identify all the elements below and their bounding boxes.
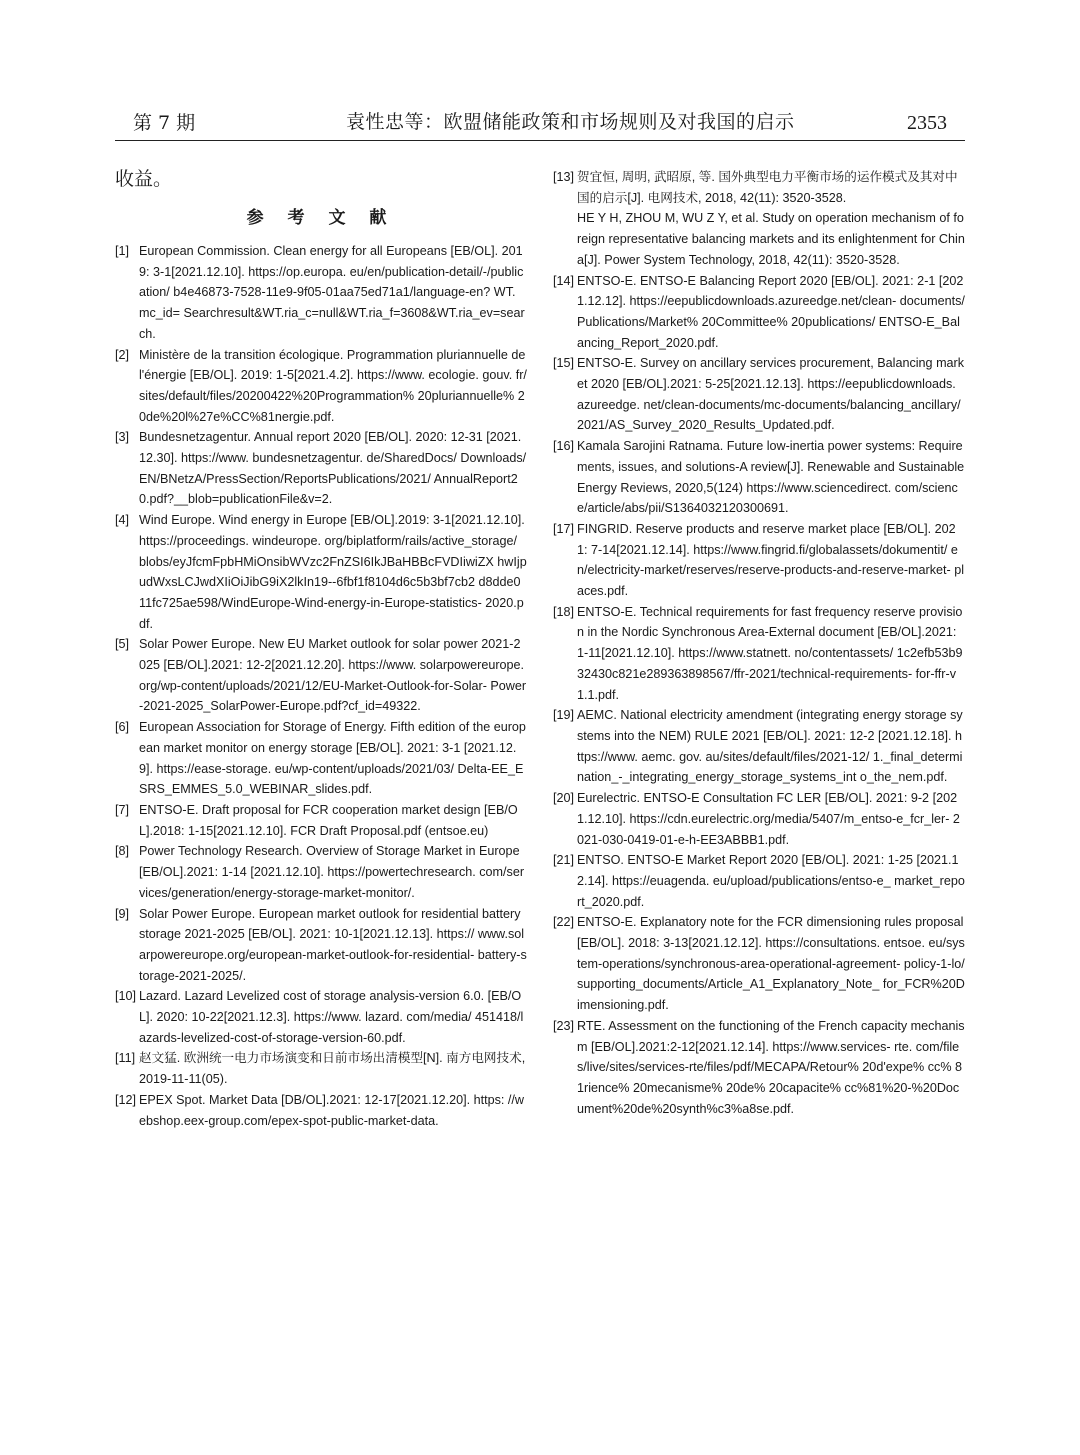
reference-text: EPEX Spot. Market Data [DB/OL].2021: 12-17[2021.12.20]. https: //webshop.eex-group.com/epex-spot-public-market-data.: [139, 1092, 525, 1128]
reference-item: [115, 427, 527, 510]
reference-text: European Commission. Clean energy for all Europeans [EB/OL]. 2019: 3-1[2021.12.10]. https://op.europa. eu/en/publication-detail/-/publication/ b4e46873-7528-11e9-9f05-01aa75ed71a1/language-en? WT. mc_id= Searchresult&WT.ria_c=null&WT.ria_f=3608&WT.ria_ev=search.: [139, 244, 525, 341]
reference-number: [23]: [553, 1018, 575, 1033]
reference-number: [20]: [553, 791, 575, 806]
reference-item: [553, 519, 965, 602]
right-column: [553, 167, 965, 1119]
reference-number: [22]: [553, 915, 575, 930]
reference-number: [17]: [553, 521, 575, 536]
reference-number: [13]: [553, 170, 575, 184]
reference-number: [5]: [115, 637, 130, 652]
reference-text: ENTSO-E. Survey on ancillary services procurement, Balancing market 2020 [EB/OL].2021: 5-25[2021.12.13]. https://eepublicdownloads. azureedge. net/clean-documents/mc-documents/balancing_ancillary/ 2021/AS_Survey_2020_Results_Updated.pdf.: [577, 356, 965, 433]
reference-text-english: HE Y H, ZHOU M, WU Z Y, et al. Study on operation mechanism of foreign representative balancing markets and its enlightenment for China[J]. Power System Technology, 2018, 42(11): 3520-3528.: [577, 211, 965, 267]
reference-text: Ministère de la transition écologique. Programmation pluriannuelle de l'énergie [EB/OL]. 2019: 1-5[2021.4.2]. https://www. ecologie. gouv. fr/sites/default/files/20200422%20Programmation% 20pluriannuelle% 20de%20l%27e%CC%81nergie.pdf.: [139, 347, 527, 424]
reference-text: 贺宜恒, 周明, 武昭原, 等. 国外典型电力平衡市场的运作模式及其对中国的启示[J]. 电网技术, 2018, 42(11): 3520-3528.: [577, 170, 958, 205]
reference-text: ENTSO-E. Technical requirements for fast frequency reserve provision in the Nordic Synchronous Area-External document [EB/OL].2021: 1-11[2021.12.10]. https://www.statnett. no/contentassets/ 1c2efb53b932430c821e289363898567/ffr-2021/technical-requirements- for-ffr-v1.1.pdf.: [577, 604, 963, 702]
reference-item: [115, 510, 527, 634]
reference-item: [115, 345, 527, 428]
running-header: [115, 104, 965, 141]
reference-number: [2]: [115, 347, 130, 362]
reference-number: [6]: [115, 720, 130, 735]
reference-item: [115, 1090, 527, 1131]
reference-item: [115, 634, 527, 717]
reference-text: Solar Power Europe. New EU Market outlook for solar power 2021-2025 [EB/OL].2021: 12-2[2021.12.20]. https://www. solarpowereurope. org/wp-content/uploads/2021/12/EU-Market-Outlook-for-Solar- Power-2021-2025_SolarPower-Europe.pdf?cf_id=49322.: [139, 637, 527, 714]
reference-text: RTE. Assessment on the functioning of the French capacity mechanism [EB/OL].2021:2-12[2021.12.14]. https://www.services- rte. com/files/live/sites/services-rte/files/pdf/MECAPA/Retour% 20d'expe% cc% 81rience% 20mecanisme% 20de% 20capacite% cc%81%20-%20Document%20de%20synth%c3%a8se.pdf.: [577, 1018, 965, 1116]
reference-text: Bundesnetzagentur. Annual report 2020 [EB/OL]. 2020: 12-31 [2021.12.30]. https://www. bundesnetzagentur. de/SharedDocs/ Downloads/EN/BNetzA/PressSection/ReportsPublications/2021/ AnnualReport20.pdf?__blob=publicationFile&v=2.: [139, 430, 527, 507]
reference-item: [115, 717, 527, 800]
reference-text: Wind Europe. Wind energy in Europe [EB/OL].2019: 3-1[2021.12.10]. https://proceedings. windeurope. org/biplatform/rails/active_storage/ blobs/eyJfcmFpbHMiOnsibWVzc2FnZSI6IkJBaHBBcFVDIiwiZX hwIjpudWxsLCJwdXIiOiJibG9iX2lkIn19--6fbf1f8104d6c5b3bf7cb2 d8dde011fc725ae598/WindEurope-Wind-energy-in-Europe-statistics- 2020.pdf.: [139, 513, 527, 631]
reference-text: European Association for Storage of Energy. Fifth edition of the european market monitor on energy storage [EB/OL]. 2021: 3-1 [2021.12.9]. https://ease-storage. eu/wp-content/uploads/2021/03/ Delta-EE_ESRS_EMMES_5.0_WEBINAR_slides.pdf.: [139, 720, 526, 797]
reference-text: FINGRID. Reserve products and reserve market place [EB/OL]. 2021: 7-14[2021.12.14]. https://www.fingrid.fi/globalassets/dokumentit/ en/electricity-market/reserves/reserve-products-and-reserve-market- places.pdf.: [577, 521, 965, 599]
reference-item: [553, 602, 965, 706]
reference-text: 赵文猛. 欧洲统一电力市场演变和日前市场出清模型[N]. 南方电网技术, 2019-11-11(05).: [139, 1051, 526, 1087]
reference-item: [553, 850, 965, 912]
reference-text: ENTSO-E. Explanatory note for the FCR dimensioning rules proposal [EB/OL]. 2018: 3-13[2021.12.12]. https://consultations. entsoe. eu/system-operations/synchronous-area-operational-agreement- policy-1-lo/supporting_documents/Article_A1_Explanatory_Note_ for_FCR%20Dimensioning.pdf.: [577, 915, 965, 1013]
reference-text: ENTSO. ENTSO-E Market Report 2020 [EB/OL]. 2021: 1-25 [2021.12.14]. https://euagenda. eu/upload/publications/entso-e_ market_report_2020.pdf.: [577, 853, 965, 909]
reference-number: [8]: [115, 844, 130, 859]
reference-item: [553, 912, 965, 1016]
reference-number: [18]: [553, 604, 575, 619]
reference-number: [12]: [115, 1092, 137, 1107]
reference-number: [7]: [115, 802, 130, 817]
reference-item: [553, 167, 965, 271]
reference-item: [115, 904, 527, 987]
lead-text: 收益。: [115, 168, 173, 190]
reference-number: [16]: [553, 439, 575, 454]
left-column: [115, 167, 527, 1131]
issue-number: 第 7 期: [133, 112, 196, 134]
reference-text: Solar Power Europe. European market outlook for residential battery storage 2021-2025 [EB/OL]. 2021: 10-1[2021.12.13]. https:// www.solarpowereurope.org/european-market-outlook-for-residential- battery-storage-2021-2025/.: [139, 906, 527, 983]
reference-number: [4]: [115, 513, 130, 528]
reference-item: [553, 353, 965, 436]
reference-number: [19]: [553, 708, 575, 723]
reference-text: Kamala Sarojini Ratnama. Future low-inertia power systems: Requirements, issues, and solutions-A review[J]. Renewable and Sustainable Energy Reviews, 2020,5(124) https://www.sciencedirect. com/science/article/abs/pii/S1364032120300691.: [577, 439, 965, 516]
reference-item: [115, 1048, 527, 1089]
reference-item: [553, 705, 965, 788]
reference-item: [553, 1016, 965, 1120]
reference-item: [115, 986, 527, 1048]
reference-number: [3]: [115, 430, 130, 445]
reference-text: Lazard. Lazard Levelized cost of storage analysis-version 6.0. [EB/OL]. 2020: 10-22[2021.12.3]. https://www. lazard. com/media/ 451418/lazards-levelized-cost-of-storage-version-60.pdf.: [139, 989, 524, 1045]
reference-text: Eurelectric. ENTSO-E Consultation FC LER [EB/OL]. 2021: 9-2 [2021.12.10]. https://cdn.eurelectric.org/media/5407/m_entso-e_fcr_ler- 2021-030-0419-01-e-h-EE3ABBB1.pdf.: [577, 791, 960, 847]
reference-number: [11]: [115, 1051, 136, 1066]
reference-item: [115, 241, 527, 345]
article-title: 袁性忠等：欧盟储能政策和市场规则及对我国的启示: [346, 111, 795, 133]
reference-number: [1]: [115, 244, 130, 258]
reference-number: [14]: [553, 273, 575, 288]
reference-number: [9]: [115, 906, 130, 921]
reference-text: ENTSO-E. ENTSO-E Balancing Report 2020 [EB/OL]. 2021: 2-1 [2021.12.12]. https://eepublicdownloads.azureedge.net/clean- documents/Publications/Market% 20Committee% 20publications/ ENTSO-E_Balancing_Report_2020.pdf.: [577, 273, 965, 350]
reference-item: [553, 788, 965, 850]
reference-item: [115, 800, 527, 841]
reference-item: [553, 436, 965, 519]
references-heading: 参 考 文 献: [246, 208, 396, 228]
reference-number: [21]: [553, 853, 575, 868]
reference-text: AEMC. National electricity amendment (integrating energy storage systems into the NEM) RULE 2021 [EB/OL]. 2021: 12-2 [2021.12.18]. https://www. aemc. gov. au/sites/default/files/2021-12/ 1._final_determination_-_integrating_energy_storage_systems_int o_the_nem.pdf.: [577, 708, 963, 785]
reference-number: [10]: [115, 989, 137, 1004]
reference-item: [553, 271, 965, 354]
reference-item: [115, 841, 527, 903]
reference-text: ENTSO-E. Draft proposal for FCR cooperation market design [EB/OL].2018: 1-15[2021.12.10]. FCR Draft Proposal.pdf (entsoe.eu): [139, 802, 518, 838]
page-number: 2353: [907, 112, 947, 134]
reference-text: Power Technology Research. Overview of Storage Market in Europe [EB/OL].2021: 1-14 [2021.12.10]. https://powertechresearch. com/services/generation/energy-storage-market-monitor/.: [139, 844, 525, 900]
reference-number: [15]: [553, 356, 575, 371]
